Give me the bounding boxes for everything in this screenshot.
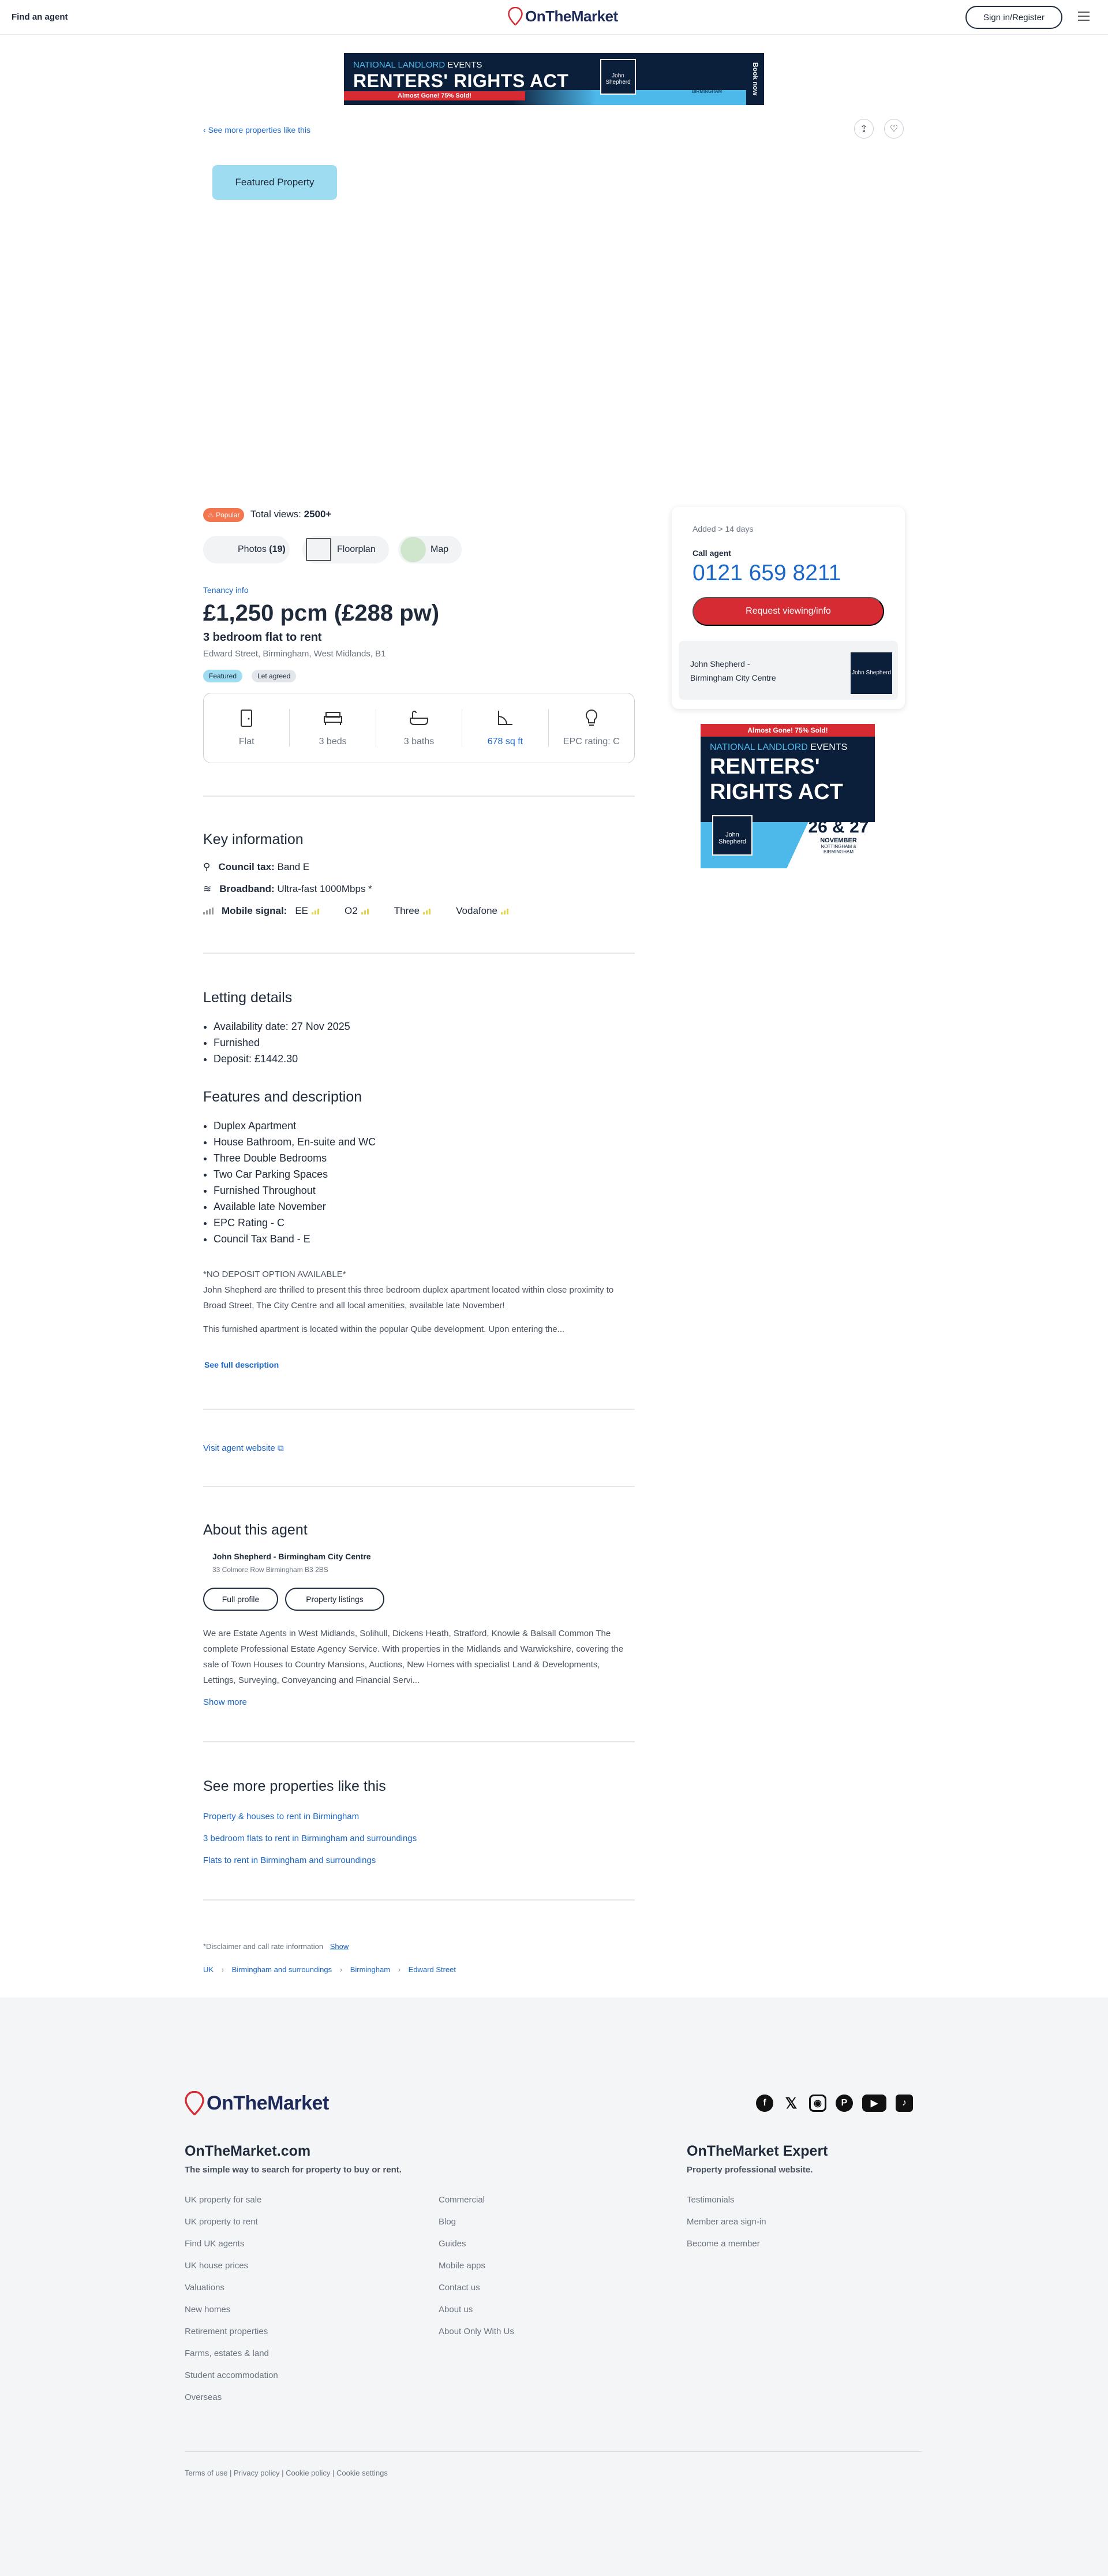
ad-sold-banner: Almost Gone! 75% Sold! [701,724,875,737]
ad-headline: RENTERS' RIGHTS ACT [353,70,569,91]
broadband-row: ≋ Broadband: Ultra-fast 1000Mbps * [203,883,372,894]
footer-link[interactable]: UK property to rent [185,2217,258,2227]
footer-link[interactable]: Become a member [687,2239,760,2249]
list-item: • Duplex Apartment [214,1118,376,1134]
find-agent-link[interactable]: Find an agent [12,12,68,22]
logo-text: OnTheMarket [207,2092,329,2114]
pinterest-icon[interactable]: P [836,2095,853,2112]
section-divider [203,1741,635,1742]
features-heading: Features and description [203,1089,362,1105]
letting-details-heading: Letting details [203,990,293,1006]
show-more-link[interactable]: Show more [203,1697,247,1707]
section-divider [203,953,635,954]
external-link-icon: ⧉ [277,1443,284,1453]
footer-site-subtitle: The simple way to search for property to buy or rent. [185,2165,402,2175]
about-agent-heading: About this agent [203,1522,308,1538]
chevron-left-icon: ‹ [203,125,208,135]
x-twitter-icon[interactable]: 𝕏 [785,2094,798,2112]
heart-icon: ♡ [889,124,899,134]
property-listings-button[interactable]: Property listings [285,1588,384,1611]
fact-epc: EPC rating: C [549,709,634,747]
share-icon: ⇪ [860,124,868,134]
list-item: • Deposit: £1442.30 [214,1051,350,1067]
ad-agent-logo: John Shepherd [600,59,636,95]
council-tax-icon: ⚲ [203,861,211,872]
logo-pin-icon [508,7,523,25]
map-thumbnail-icon [400,537,426,562]
footer-divider [185,2451,922,2452]
network-o2: O2 [345,905,369,917]
total-views: Total views: 2500+ [250,509,332,520]
fact-size[interactable]: 678 sq ft [462,709,548,747]
logo-pin-icon [185,2091,204,2115]
footer-legal-links[interactable]: Terms of use | Privacy policy | Cookie policy | Cookie settings [185,2469,388,2477]
list-item: • EPC Rating - C [214,1215,376,1231]
agent-about-text: We are Estate Agents in West Midlands, Solihull, Dickens Heath, Stratford, Knowle & Balsall Common The complete Professional Estate Agency Service. With properties in the Midlands and Warwickshire, covering the sale of Town Houses to Country Mansions, Auctions, New Homes with specialist Land & Developments, Lettings, Surveying, Conveyancing and Financial Servi... [203,1629,624,1685]
call-agent-label: Call agent [692,548,731,558]
footer-link[interactable]: Commercial [439,2195,485,2205]
area-icon [496,709,514,727]
key-information-heading: Key information [203,831,304,848]
chevron-right-icon: › [339,1965,343,1974]
agent-phone-number[interactable]: 0121 659 8211 [692,561,841,585]
site-footer [0,1998,1108,2576]
ad-book-now[interactable]: Book now [746,53,764,105]
full-profile-button[interactable]: Full profile [203,1588,278,1611]
features-list [214,1118,376,1247]
let-agreed-tag: Let agreed [252,670,296,682]
agent-contact-card [672,507,905,709]
top-banner-ad[interactable] [344,53,764,105]
list-item: • Three Double Bedrooms [214,1150,376,1166]
footer-link[interactable]: Contact us [439,2283,480,2293]
property-address: Edward Street, Birmingham, West Midlands, B1 [203,649,386,659]
letting-details-list [214,1018,350,1067]
mobile-signal-row: Mobile signal: EE O2 Three Vodafone [203,905,526,917]
instagram-icon[interactable]: ◉ [809,2095,826,2112]
site-header [0,0,1108,35]
ad-date: 26 & 27 NOVEMBER NOTTINGHAM & BIRMINGHAM [808,817,869,854]
youtube-icon[interactable]: ▶ [862,2095,886,2112]
logo-text: OnTheMarket [525,7,618,25]
breadcrumb [203,1965,456,1974]
hamburger-menu-icon[interactable] [1078,12,1090,22]
ad-sold-banner: Almost Gone! 75% Sold! [344,91,525,100]
popular-badge: ♨ Popular [203,508,244,522]
property-facts [203,693,635,763]
disclaimer-show-link[interactable]: Show [330,1942,349,1951]
ad-event-line: NATIONAL LANDLORD EVENTS [710,742,848,752]
tiktok-icon[interactable]: ♪ [896,2095,913,2112]
footer-links-col3 [687,2189,766,2255]
featured-tag: Featured [203,670,242,682]
list-item: • Two Car Parking Spaces [214,1166,376,1182]
facebook-icon[interactable]: f [756,2095,773,2112]
signal-strength-icon [501,908,508,914]
footer-link[interactable]: UK property for sale [185,2195,262,2205]
price: £1,250 pcm (£288 pw) [203,600,440,626]
council-tax-row: ⚲ Council tax: Band E [203,861,310,872]
wifi-icon: ≋ [203,883,212,894]
save-favourite-button[interactable] [884,119,904,139]
signin-button[interactable]: Sign in/Register [965,6,1062,29]
agent-name: John Shepherd - Birmingham City Centre [690,659,776,682]
network-three: Three [394,905,431,917]
related-link[interactable]: Flats to rent in Birmingham and surroundings [203,1856,376,1865]
fact-beds: 3 beds [290,709,376,747]
chevron-right-icon: › [398,1965,401,1974]
side-banner-ad[interactable] [701,724,875,868]
featured-property-badge: Featured Property [212,165,337,200]
breadcrumb-item[interactable]: Birmingham and surroundings [231,1965,332,1974]
agent-box[interactable] [679,641,898,700]
fact-baths: 3 baths [376,709,462,747]
flame-icon: ♨ [208,511,216,519]
ad-date: 26 & 27 NOVEMBER NOTTINGHAM & BIRMINGHAM [678,59,736,94]
related-link[interactable]: 3 bedroom flats to rent in Birmingham and surroundings [203,1834,417,1843]
bed-icon [323,709,343,727]
bath-icon [409,709,429,727]
door-icon [239,709,253,727]
list-item: • Availability date: 27 Nov 2025 [214,1018,350,1035]
section-divider [203,796,635,797]
section-divider [203,1486,635,1487]
footer-link[interactable]: Farms, estates & land [185,2349,269,2358]
list-item: • Available late November [214,1199,376,1215]
footer-link[interactable]: Valuations [185,2283,224,2293]
lightbulb-icon [585,709,598,727]
see-more-heading: See more properties like this [203,1778,386,1794]
footer-link[interactable]: Overseas [185,2392,222,2402]
section-divider [203,1899,635,1901]
description-text: *NO DEPOSIT OPTION AVAILABLE* John Shepherd are thrilled to present this three bedroom duplex apartment located within close proximity to Broad Street, The City Centre and all local amenities, available late November! This furnished apartment is located within the popular Qube development. Upon entering the... [203,1270,614,1334]
map-button[interactable]: Map [398,536,462,563]
ad-event-line: NATIONAL LANDLORD EVENTS [353,60,482,70]
agent-name: John Shepherd - Birmingham City Centre [212,1552,371,1561]
property-type: 3 bedroom flat to rent [203,631,322,644]
signal-strength-icon [423,908,431,914]
back-link[interactable]: ‹ See more properties like this [203,125,310,135]
site-logo[interactable] [508,7,618,25]
section-divider [203,1409,635,1410]
breadcrumb-item[interactable]: Birmingham [350,1965,391,1974]
footer-logo[interactable] [185,2091,329,2115]
fact-property-type: Flat [204,709,290,747]
floorplan-icon [306,538,331,561]
footer-link[interactable]: Blog [439,2217,456,2227]
ad-agent-logo: John Shepherd [712,815,753,856]
footer-link[interactable]: Guides [439,2239,466,2249]
footer-link[interactable]: UK house prices [185,2261,249,2271]
chevron-right-icon: › [221,1965,224,1974]
list-item: • Council Tax Band - E [214,1231,376,1247]
related-link[interactable]: Property & houses to rent in Birmingham [203,1812,360,1821]
footer-link[interactable]: Member area sign-in [687,2217,766,2227]
footer-link[interactable]: Student accommodation [185,2370,278,2380]
share-button[interactable] [854,119,874,139]
network-vodafone: Vodafone [456,905,508,917]
footer-link[interactable]: Retirement properties [185,2327,268,2336]
visit-agent-website-link[interactable]: Visit agent website ⧉ [203,1443,284,1453]
footer-link[interactable]: Find UK agents [185,2239,245,2249]
footer-expert-title: OnTheMarket Expert [687,2143,828,2159]
signal-strength-icon [312,908,319,914]
agent-address: 33 Colmore Row Birmingham B3 2BS [212,1566,328,1574]
see-full-description-link[interactable]: See full description [204,1360,279,1369]
breadcrumb-item[interactable]: UK [203,1965,214,1974]
list-item: • Furnished [214,1035,350,1051]
breadcrumb-item[interactable]: Edward Street [408,1965,456,1974]
agent-logo: John Shepherd [851,652,892,694]
list-item: • Furnished Throughout [214,1182,376,1199]
disclaimer: *Disclaimer and call rate information Show [203,1942,349,1951]
signal-strength-icon [361,908,369,914]
footer-expert-subtitle: Property professional website. [687,2165,813,2175]
footer-links-col2 [439,2189,514,2343]
photos-button[interactable]: Photos (19) [203,536,290,563]
ad-headline: RENTERS' RIGHTS ACT [710,755,843,804]
social-links [756,2095,913,2112]
request-viewing-button[interactable]: Request viewing/info [692,597,884,626]
footer-link[interactable]: About us [439,2305,473,2314]
footer-links-col1 [185,2189,278,2409]
footer-site-title: OnTheMarket.com [185,2143,311,2159]
network-ee: EE [295,905,319,917]
floorplan-button[interactable]: Floorplan [302,536,389,563]
added-date: Added > 14 days [692,524,754,533]
tenancy-info-link[interactable]: Tenancy info [203,585,249,595]
footer-link[interactable]: New homes [185,2305,231,2314]
footer-link[interactable]: Mobile apps [439,2261,485,2271]
list-item: • House Bathroom, En-suite and WC [214,1134,376,1150]
footer-link[interactable]: Testimonials [687,2195,735,2205]
signal-icon [203,908,214,914]
footer-link[interactable]: About Only With Us [439,2327,514,2336]
